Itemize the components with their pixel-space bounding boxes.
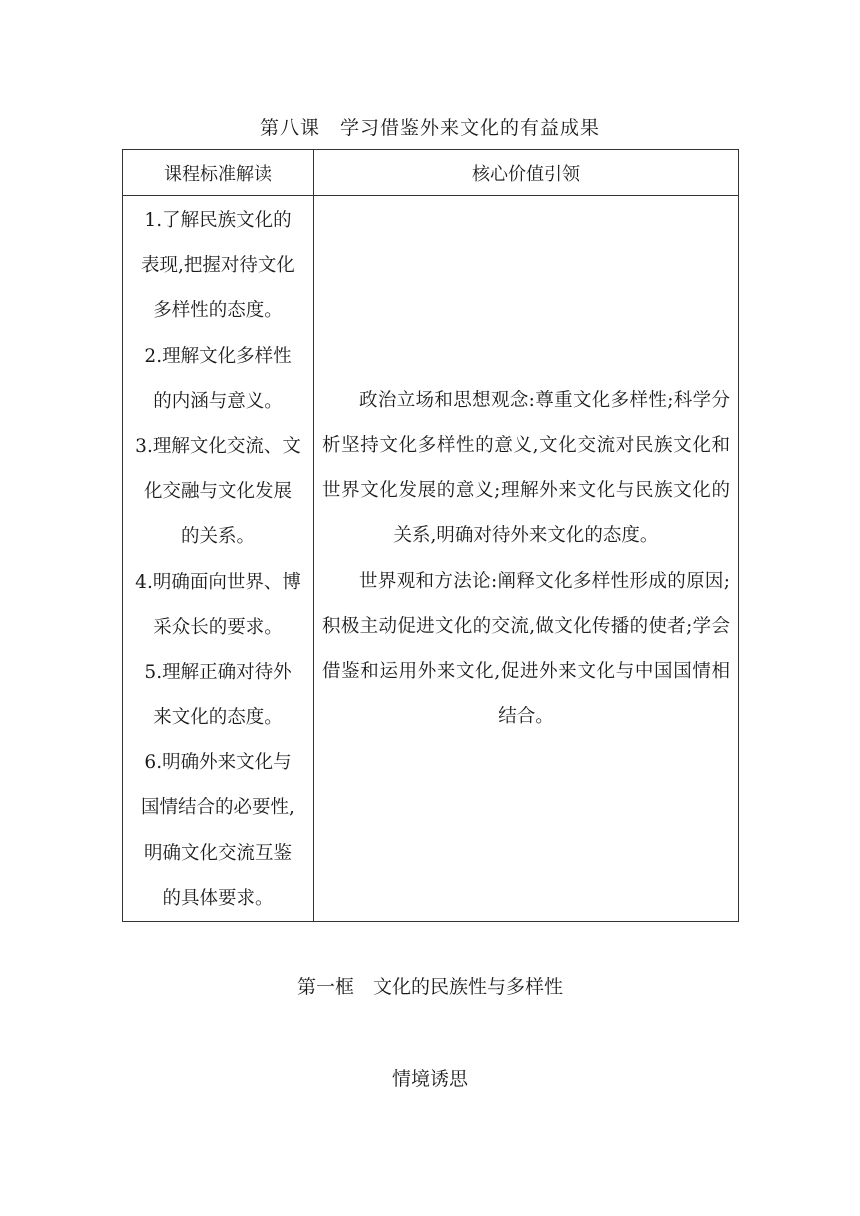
table-row: [123, 196, 739, 922]
core-values-paragraph-political: 政治立场和思想观念:尊重文化多样性;科学分析坚持文化多样性的意义,文化交流对民族文化和世界文化发展的意义;理解外来文化与民族文化的关系,明确对待外来文化的态度。: [322, 389, 730, 547]
standards-line: 明确文化交流互鉴: [143, 842, 292, 864]
standards-line: 采众长的要求。: [153, 616, 283, 638]
standards-line: 5.理解正确对待外: [144, 661, 292, 683]
standards-line: 4.明确面向世界、博: [135, 571, 301, 593]
core-values-paragraph-worldview: 世界观和方法论:阐释文化多样性形成的原因;积极主动促进文化的交流,做文化传播的使者;学会借鉴和运用外来文化,促进外来文化与中国国情相结合。: [322, 570, 730, 728]
standards-line: 3.理解文化交流、文: [135, 435, 301, 457]
standards-line: 来文化的态度。: [153, 707, 283, 729]
standards-line: 2.理解文化多样性: [144, 345, 292, 367]
standards-line: 的内涵与意义。: [153, 390, 283, 412]
standards-line: 的关系。: [180, 526, 255, 548]
core-values-cell: [314, 196, 739, 922]
header-standards: 课程标准解读: [123, 150, 314, 196]
curriculum-table: [122, 149, 739, 922]
table-header-row: [123, 150, 739, 196]
standards-line: 国情结合的必要性,: [141, 797, 295, 819]
standards-line: 化交融与文化发展: [143, 481, 292, 503]
standards-line: 的具体要求。: [162, 887, 274, 909]
standards-line: 6.明确外来文化与: [144, 752, 292, 774]
header-core-values: 核心价值引领: [314, 150, 739, 196]
standards-line: 多样性的态度。: [153, 300, 283, 322]
standards-cell: [123, 196, 314, 922]
standards-line: 1.了解民族文化的: [144, 210, 292, 231]
sub-title: 情境诱思: [391, 1068, 468, 1090]
standards-line: 表现,把握对待文化: [141, 255, 295, 277]
lesson-title: 第八课 学习借鉴外来文化的有益成果: [259, 117, 600, 139]
section-title: 第一框 文化的民族性与多样性: [296, 976, 563, 998]
